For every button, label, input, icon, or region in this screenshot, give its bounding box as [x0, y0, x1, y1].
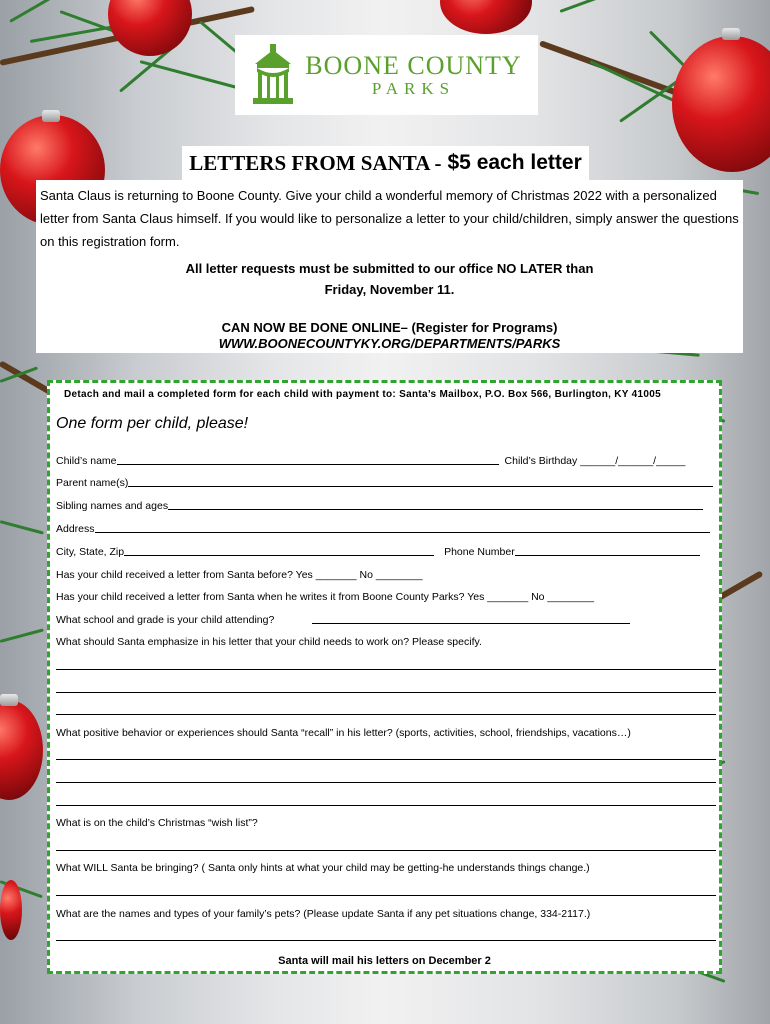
wish-list-row: [56, 817, 258, 829]
phone-label: Phone Number: [444, 546, 515, 558]
bringing-line[interactable]: [56, 895, 716, 896]
online-notice: CAN NOW BE DONE ONLINE– (Register for Programs): [221, 320, 558, 335]
logo-subtitle: PARKS: [371, 79, 456, 98]
title-text: LETTERS FROM SANTA -: [189, 150, 442, 175]
city-field[interactable]: [124, 554, 434, 556]
one-form-note: One form per child, please!: [56, 415, 249, 432]
address-label: Address: [56, 523, 95, 535]
title-price: $5 each letter: [447, 151, 582, 174]
school-row: [56, 614, 630, 626]
parent-row: [56, 477, 713, 489]
address-field[interactable]: [95, 531, 710, 533]
red-ornament: [0, 880, 22, 940]
red-ornament: [108, 0, 192, 56]
page-title: [182, 146, 589, 180]
school-field[interactable]: [312, 622, 630, 624]
mailing-instructions: Detach and mail a completed form for each child with payment to: Santa’s Mailbox, P.O. Box 566, Burlington, KY 41005: [64, 389, 661, 400]
sibling-label: Sibling names and ages: [56, 500, 169, 512]
intro-panel: [36, 180, 743, 353]
parent-field[interactable]: [128, 485, 713, 487]
emphasize-question: What should Santa emphasize in his letter that your child needs to work on? Please specify.: [56, 636, 482, 648]
city-row: [56, 546, 700, 558]
emphasize-line[interactable]: [56, 692, 716, 693]
logo: [235, 35, 538, 115]
red-ornament: [0, 700, 43, 800]
pets-row: [56, 908, 590, 920]
deadline-line-2: Friday, November 11.: [324, 282, 455, 297]
ornament-cap: [722, 28, 740, 40]
positive-line[interactable]: [56, 759, 716, 760]
childs-name-row: [56, 455, 685, 467]
received-before-row: [56, 569, 423, 581]
positive-line[interactable]: [56, 805, 716, 806]
red-ornament: [440, 0, 532, 34]
wish-list-line[interactable]: [56, 850, 716, 851]
pets-line[interactable]: [56, 940, 716, 941]
positive-row: [56, 727, 631, 739]
positive-line[interactable]: [56, 782, 716, 783]
intro-paragraph: Santa Claus is returning to Boone County. Give your child a wonderful memory of Christmas 2022 with a personalized letter from Santa Claus himself. If you would like to personalize a letter to your child/children, simply answer the questions on this registration form.: [40, 188, 739, 249]
childs-name-label: Child’s name: [56, 455, 117, 467]
school-question: What school and grade is your child attending?: [56, 614, 275, 626]
sibling-field[interactable]: [168, 508, 703, 510]
received-parks-row: [56, 591, 594, 603]
phone-field[interactable]: [515, 554, 700, 556]
city-label: City, State, Zip: [56, 546, 125, 558]
logo-name: BOONE COUNTY: [305, 51, 522, 80]
bringing-question: What WILL Santa be bringing? ( Santa only hints at what your child may be getting-he understands things change.): [56, 862, 590, 874]
emphasize-line[interactable]: [56, 669, 716, 670]
birthday-label: Child’s Birthday ______/______/_____: [504, 455, 686, 467]
received-parks-question: Has your child received a letter from Santa when he writes it from Boone County Parks? Yes _______ No ________: [56, 591, 595, 603]
parent-label: Parent name(s): [56, 477, 129, 489]
website-url: WWW.BOONECOUNTYKY.ORG/DEPARTMENTS/PARKS: [218, 336, 561, 351]
positive-question: What positive behavior or experiences should Santa “recall” in his letter? (sports, activities, school, friendships, vacations…): [56, 727, 631, 739]
wish-list-question: What is on the child’s Christmas “wish list”?: [56, 817, 258, 829]
emphasize-line[interactable]: [56, 714, 716, 715]
address-row: [56, 523, 710, 535]
ornament-cap: [42, 110, 60, 122]
emphasize-row: [56, 636, 482, 648]
red-ornament: [672, 36, 770, 172]
deadline-line-1: All letter requests must be submitted to our office NO LATER than: [185, 261, 594, 276]
received-before-question: Has your child received a letter from Santa before? Yes _______ No ________: [56, 569, 423, 581]
pets-question: What are the names and types of your family’s pets? (Please update Santa if any pet situations change, 334-2117.): [56, 908, 591, 920]
sibling-row: [56, 500, 703, 512]
childs-name-field[interactable]: [117, 463, 499, 465]
gazebo-icon: [251, 44, 295, 106]
closing-note: Santa will mail his letters on December 2: [278, 955, 491, 967]
bringing-row: [56, 862, 590, 874]
registration-form: [47, 380, 722, 974]
ornament-cap: [0, 694, 18, 706]
